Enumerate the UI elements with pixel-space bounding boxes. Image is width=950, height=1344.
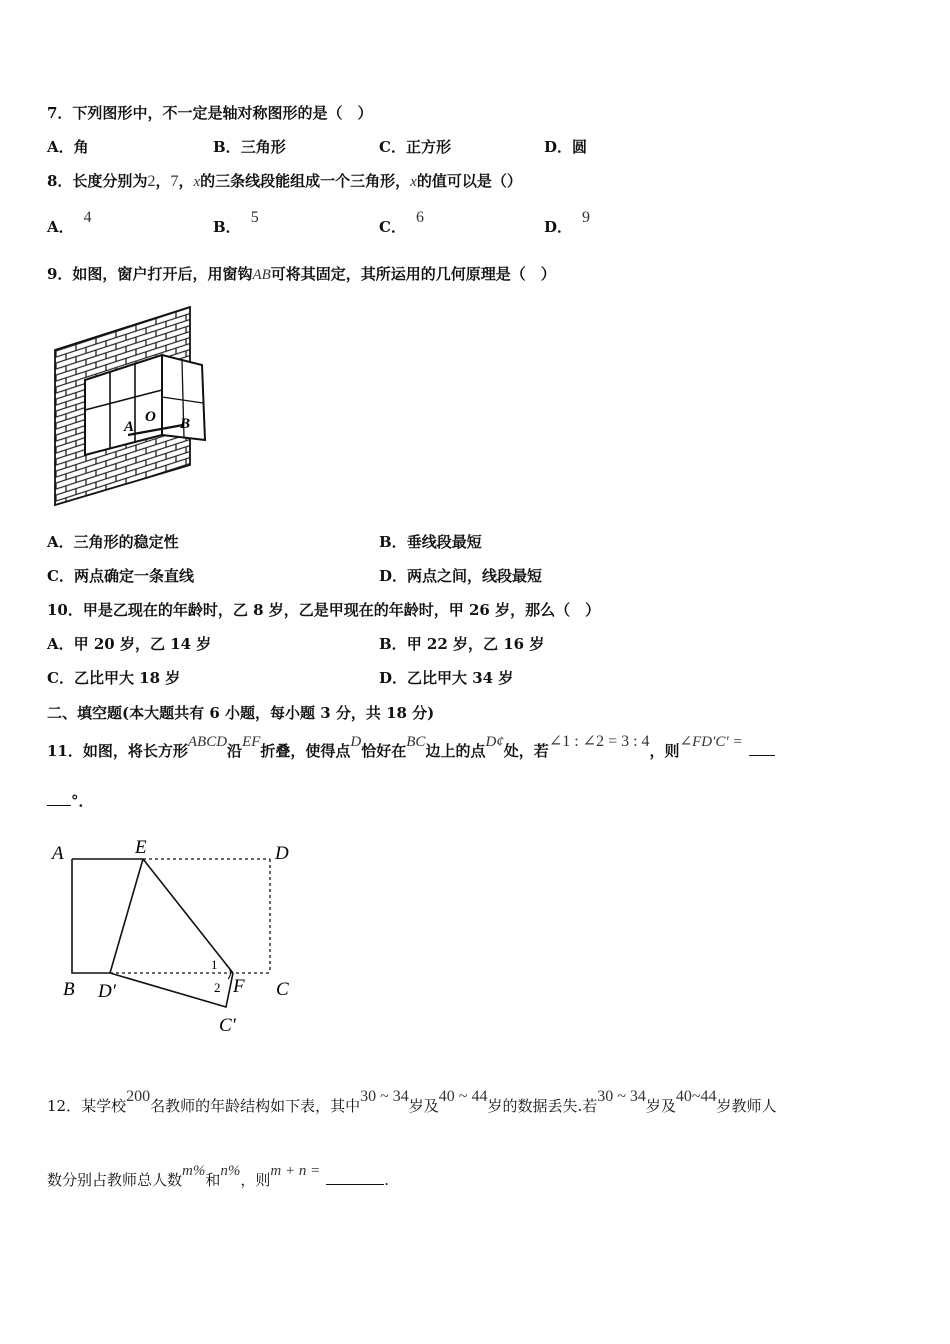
label-a: A: [124, 419, 135, 435]
q7-option-c[interactable]: C．正方形: [379, 138, 451, 156]
q11-folded-rectangle-figure: [50, 835, 310, 1040]
label-a: A: [52, 843, 64, 864]
q11-stem: 11．如图，将长方形ABCD沿EF折叠，使得点D恰好在BC边上的点D¢处，若∠1 : ∠2 = 3 : 4，则∠FD′C′ =: [47, 740, 775, 761]
q10-option-c[interactable]: C．乙比甲大 18 岁: [47, 669, 181, 687]
fold-ef: [143, 859, 233, 973]
q10-option-d[interactable]: D．乙比甲大 34 岁: [379, 669, 514, 687]
label-2: 2: [214, 980, 221, 995]
label-d: D: [275, 843, 289, 864]
label-e: E: [135, 837, 147, 858]
q9-option-b[interactable]: B．垂线段最短: [379, 533, 482, 551]
q8-option-d[interactable]: D．9: [544, 209, 591, 236]
q7-stem: 7．下列图形中，不一定是轴对称图形的是（ ）: [47, 104, 373, 122]
label-c: C: [276, 979, 289, 1000]
q9-option-a[interactable]: A．三角形的稳定性: [47, 533, 179, 551]
q11-answer-line: °．: [47, 790, 94, 811]
q8-option-c[interactable]: C．6: [379, 209, 424, 236]
q11-answer-blank[interactable]: [47, 791, 71, 806]
q12-line-1: 12．某学校200名教师的年龄结构如下表，其中30 ~ 34岁及40 ~ 44岁的数据丢失.若30 ~ 34岁及40~44岁教师人: [47, 1088, 777, 1115]
q12-answer-blank[interactable]: [326, 1170, 384, 1185]
q7-option-d[interactable]: D．圆: [544, 138, 588, 156]
label-c-prime: C′: [219, 1015, 236, 1036]
q9-option-d[interactable]: D．两点之间，线段最短: [379, 567, 543, 585]
rect-solid-edges: [72, 859, 110, 973]
q9-stem: 9．如图，窗户打开后，用窗钩AB可将其固定，其所运用的几何原理是（ ）: [47, 265, 556, 283]
label-f: F: [233, 976, 245, 997]
label-b: B: [63, 979, 75, 1000]
label-b: B: [180, 416, 191, 432]
label-o: O: [145, 409, 156, 425]
q7-option-a[interactable]: A．角: [47, 138, 89, 156]
section-2-heading: 二、填空题(本大题共有 6 小题，每小题 3 分，共 18 分): [47, 704, 435, 722]
q7-option-b[interactable]: B．三角形: [213, 138, 286, 156]
q10-option-b[interactable]: B．甲 22 岁，乙 16 岁: [379, 635, 545, 653]
q9-option-c[interactable]: C．两点确定一条直线: [47, 567, 194, 585]
q9-window-figure: [50, 305, 210, 510]
q12-line-2: 数分别占教师总人数m%和n%，则m + n = .: [47, 1163, 389, 1189]
label-1: 1: [211, 957, 218, 972]
q8-stem: 8．长度分别为2，7，x的三条线段能组成一个三角形，x的值可以是（）: [47, 172, 522, 190]
q8-option-b[interactable]: B．5: [213, 209, 259, 236]
q8-option-a[interactable]: A．4: [47, 209, 92, 236]
q10-stem: 10．甲是乙现在的年龄时，乙 8 岁，乙是甲现在的年龄时，甲 26 岁，那么（ ）: [47, 601, 601, 619]
label-d-prime: D′: [98, 981, 116, 1002]
q10-option-a[interactable]: A．甲 20 岁，乙 14 岁: [47, 635, 212, 653]
